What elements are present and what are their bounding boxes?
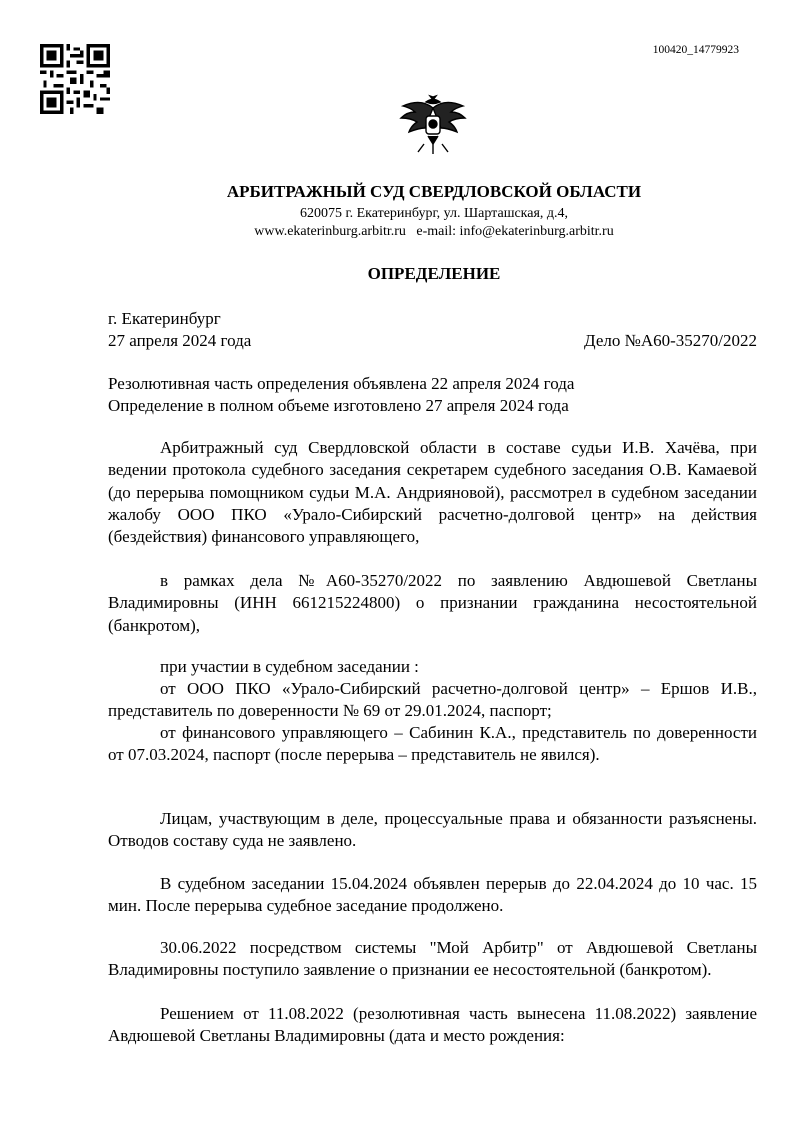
full-text-date: Определение в полном объеме изготовлено 27 апреля 2024 года xyxy=(108,396,569,415)
coat-of-arms-icon xyxy=(398,94,468,158)
court-name: АРБИТРАЖНЫЙ СУД СВЕРДЛОВСКОЙ ОБЛАСТИ xyxy=(226,182,642,201)
paragraph-participant-creditor: от ООО ПКО «Урало-Сибирский расчетно-долговой центр» – Ершов И.В., представитель по доверенности № 69 от 29.01.2024, паспорт; xyxy=(108,679,757,721)
document-id: 100420_14779923 xyxy=(652,44,739,56)
paragraph-participants-heading: при участии в судебном заседании : xyxy=(160,657,419,676)
court-email[interactable]: e-mail: info@ekaterinburg.arbitr.ru xyxy=(416,224,614,239)
decision-date: 27 апреля 2024 года xyxy=(108,331,252,350)
paragraph-participant-manager: от финансового управляющего – Сабинин К.А., представитель по доверенности от 07.03.2024, паспорт (после перерыва – представитель не явился). xyxy=(108,723,757,765)
city: г. Екатеринбург xyxy=(108,309,221,328)
paragraph-court-composition: Арбитражный суд Свердловской области в составе судьи И.В. Хачёва, при ведении протокола судебного заседания секретарем судебного заседания О.В. Камаевой (до перерыва помощником судьи М.А. Андрияновой), рассмотрел в судебном заседании жалобу ООО ПКО «Урало-Сибирский расчетно-долговой центр» на действия (бездействия) финансового управляющего, xyxy=(108,438,757,547)
announced-date: Резолютивная часть определения объявлена 22 апреля 2024 года xyxy=(108,374,575,393)
paragraph-decision: Решением от 11.08.2022 (резолютивная часть вынесена 11.08.2022) заявление Авдюшевой Светланы Владимировны (дата и место рождения: xyxy=(108,1004,757,1046)
document-title: ОПРЕДЕЛЕНИЕ xyxy=(367,264,501,283)
paragraph-recess: В судебном заседании 15.04.2024 объявлен перерыв до 22.04.2024 до 10 час. 15 мин. После перерыва судебное заседание продолжено. xyxy=(108,874,757,916)
case-number: Дело №А60-35270/2022 xyxy=(584,331,757,350)
paragraph-rights: Лицам, участвующим в деле, процессуальные права и обязанности разъяснены. Отводов составу суда не заявлено. xyxy=(108,809,757,851)
court-contacts xyxy=(0,224,796,240)
court-website[interactable]: www.ekaterinburg.arbitr.ru xyxy=(254,224,406,239)
paragraph-application: 30.06.2022 посредством системы "Мой Арбитр" от Авдюшевой Светланы Владимировны поступило заявление о признании ее несостоятельной (банкротом). xyxy=(108,938,757,980)
qr-code xyxy=(40,44,110,114)
court-address: 620075 г. Екатеринбург, ул. Шарташская, д.4, xyxy=(299,206,569,221)
paragraph-case: в рамках дела №А60-35270/2022 по заявлению Авдюшевой Светланы Владимировны (ИНН 661215224800) о признании гражданина несостоятельной (банкротом), xyxy=(108,571,757,635)
